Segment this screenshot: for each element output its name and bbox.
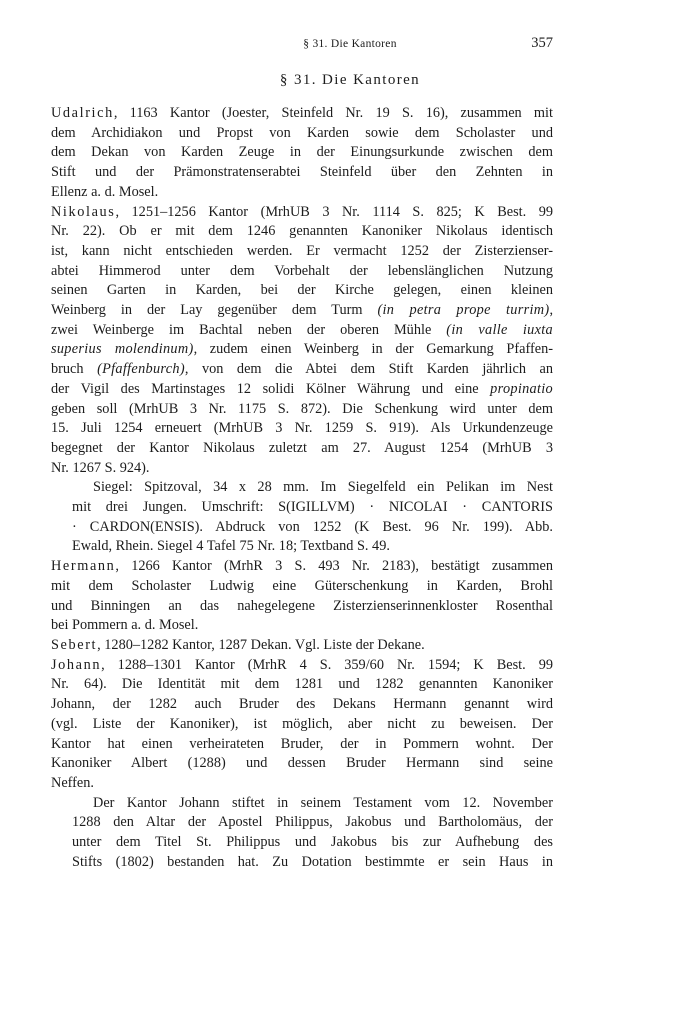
page-number: 357 bbox=[531, 35, 553, 51]
entry-nikolaus: Nikolaus, 1251–1256 Kantor (MrhUB 3 Nr. 1114 S. 825; K Best. 99 Nr. 22). Ob er mit dem 1246 genannten Kanoniker Nikolaus identisch ist, kann nicht entschieden werden. Er vermacht 1252 der Zisterzienser- abtei Himmerod unter dem Vorbehalt der lebenslänglichen Nutzung seinen Garten in Karden, bei der Kirche gelegen, einen kleinen Weinberg in der Lay gegenüber dem Turm (in petra prope turrim), zwei Weinberge im Bachtal neben der oberen Mühle (in valle iuxta superius molendinum), zudem einen Weinberg in der Gemarkung Pfaffen- bruch (Pfaffenburch), von dem die Abtei dem Stift Karden jährlich an der Vigil des Martinstages 12 solidi Kölner Währung und eine propinatio geben soll (MrhUB 3 Nr. 1175 S. 872). Die Schenkung wird unter dem 15. Juli 1254 erneuert (MrhUB 3 Nr. 1259 S. 919). Als Urkundenzeuge begegnet der Kantor Nikolaus zuletzt am 27. August 1254 (MrhUB 3 Nr. 1267 S. 924). bbox=[51, 203, 554, 476]
entry-name: Johann bbox=[51, 656, 102, 673]
entry-sebert: Sebert, 1280–1282 Kantor, 1287 Dekan. Vgl. Liste der Dekane. bbox=[51, 636, 425, 653]
entry-name: Sebert bbox=[51, 636, 98, 653]
entry-udalrich: Udalrich, 1163 Kantor (Joester, Steinfeld Nr. 19 S. 16), zusammen mit dem Archidiakon und Propst von Karden sowie dem Scholaster und dem Dekan von Karden Zeuge in der Einungsurkunde zwischen dem Stift und der Prämonstratenserabtei Steinfeld über den Zehnten in Ellenz a. d. Mosel. bbox=[51, 105, 553, 200]
entry-name: Hermann bbox=[51, 558, 116, 575]
testament-paragraph: Der Kantor Johann stiftet in seinem Testament vom 12. November 1288 den Altar der Apostel Philippus, Jakobus und Bartholomäus, der unter dem Titel St. Philippus und Jakobus bis zur Aufhebung des Stifts (1802) bestanden hat. Zu Dotation bestimmte er sein Haus in bbox=[72, 794, 553, 870]
entry-name: Udalrich bbox=[51, 105, 114, 121]
entry-hermann: Hermann, 1266 Kantor (MrhR 3 S. 493 Nr. 2183), bestätigt zusammen mit dem Scholaster Ludwig eine Güterschenkung in Karden, Brohl und Binningen an das nahegelegene Zisterzienserinnenkloster Rosenthal bei Pommern a. d. Mosel. bbox=[51, 558, 553, 634]
seal-paragraph: Siegel: Spitzoval, 34 x 28 mm. Im Siegelfeld ein Pelikan im Nest mit drei Jungen. Umschrift: S(IGILLVM) · NICOLAI · CANTORIS · CARDON(ENSIS). Abdruck von 1252 (K Best. 96 Nr. 199). Abb. Ewald, Rhein. Siegel 4 Tafel 75 Nr. 18; Textband S. 49. bbox=[72, 479, 553, 555]
section-title: § 31. Die Kantoren bbox=[279, 72, 421, 88]
entry-name: Nikolaus bbox=[51, 203, 116, 220]
document-body bbox=[51, 104, 553, 872]
entry-johann: Johann, 1288–1301 Kantor (MrhR 4 S. 359/60 Nr. 1594; K Best. 99 Nr. 64). Die Identität mit dem 1281 und 1282 genannten Kanoniker Johann, der 1282 auch Bruder des Dekans Hermann genannt wird (vgl. Liste der Kanoniker), ist möglich, aber nicht zu beweisen. Der Kantor hat einen verheirateten Bruder, der in Pommern wohnt. Der Kanoniker Albert (1288) und dessen Bruder Hermann sind seine Neffen. bbox=[51, 656, 553, 791]
running-head: § 31. Die Kantoren bbox=[303, 38, 397, 50]
